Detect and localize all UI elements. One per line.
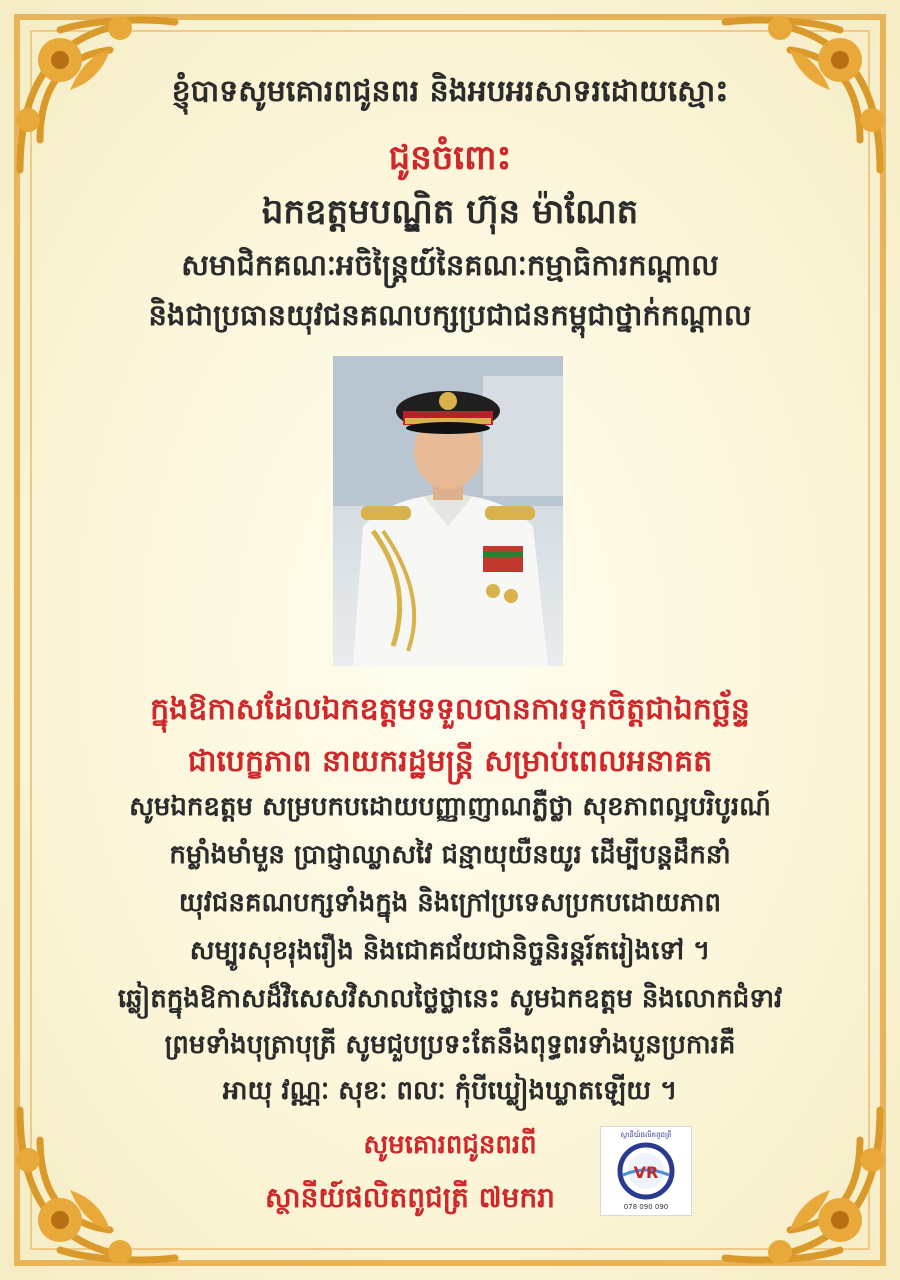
wish-line: អាយុ វណ្ណៈ សុខៈ ពលៈ កុំបីឃ្លៀងឃ្លាតឡើយ ។ bbox=[222, 1076, 678, 1106]
signature-line-2: ស្ថានីយ៍ផលិតពូជត្រី ៧មករា bbox=[265, 1181, 555, 1214]
position-line-1: សមាជិកគណៈអចិន្ត្រៃយ៍នៃគណៈកម្មាធិការកណ្តាល bbox=[181, 248, 719, 282]
position-line-2: និងជាប្រធានយុវជនគណបក្សប្រជាជនកម្ពុជាថ្នាក់កណ្តាល bbox=[148, 298, 752, 332]
logo-top-text: ស្ថានីយ៍ផលិតពូជត្រី bbox=[620, 1131, 672, 1139]
wish-line: ឆ្លៀតក្នុងឱកាសដ៏វិសេសវិសាលថ្លៃថ្លានេះ សូមឯកឧត្តម និងលោកជំទាវ bbox=[117, 984, 783, 1014]
signature-line-1: សូមគោរពជូនពរពី bbox=[363, 1130, 537, 1160]
ornament-corner-bottom-left bbox=[0, 1090, 190, 1280]
wish-line: សម្បូរសុខរុងរឿង និងជោគជ័យជានិច្ចនិរន្តរ៍តរៀងទៅ ។ bbox=[189, 936, 711, 966]
logo-mark: VR bbox=[633, 1163, 659, 1182]
honoree-name: ឯកឧត្តមបណ្ឌិត ហ៊ុន ម៉ាណែត bbox=[261, 192, 639, 232]
occasion-line-2: ជាបេក្ខភាព នាយករដ្ឋមន្ត្រី សម្រាប់ពេលអនាគត bbox=[187, 744, 713, 779]
wish-line: យុវជនគណបក្សទាំងក្នុង និងក្រៅប្រទេសប្រកបដោយភាព bbox=[178, 888, 722, 918]
wish-line: សូមឯកឧត្តម សម្របកបដោយបញ្ញាញាណភ្លឺថ្លា សុខភាពល្អបរិបូរណ៍ bbox=[129, 792, 771, 822]
addressee-heading: ជូនចំពោះ bbox=[388, 138, 512, 178]
portrait-illustration bbox=[333, 356, 563, 666]
wish-line: ព្រមទាំងបុត្រាបុត្រី សូមជួបប្រទះតែនឹងពុទ្ធពរទាំងបួនប្រការគឺ bbox=[164, 1030, 736, 1060]
station-logo bbox=[600, 1126, 692, 1216]
occasion-line-1: ក្នុងឱកាសដែលឯកឧត្តមទទួលបានការទុកចិត្តជាឯកច្ឆ័ន្ទ bbox=[150, 692, 750, 727]
wish-line: កម្លាំងមាំមួន ប្រាជ្ញាឈ្លាសវៃ ជន្មាយុយឺនយូរ ដើម្បីបន្តដឹកនាំ bbox=[169, 840, 731, 870]
logo-phone: 078 090 090 bbox=[623, 1203, 669, 1211]
intro-line: ខ្ញុំបាទសូមគោរពជូនពរ និងអបអរសាទរដោយស្មោះ bbox=[171, 74, 729, 109]
ornament-corner-bottom-right bbox=[710, 1090, 900, 1280]
portrait-photo bbox=[333, 356, 563, 666]
